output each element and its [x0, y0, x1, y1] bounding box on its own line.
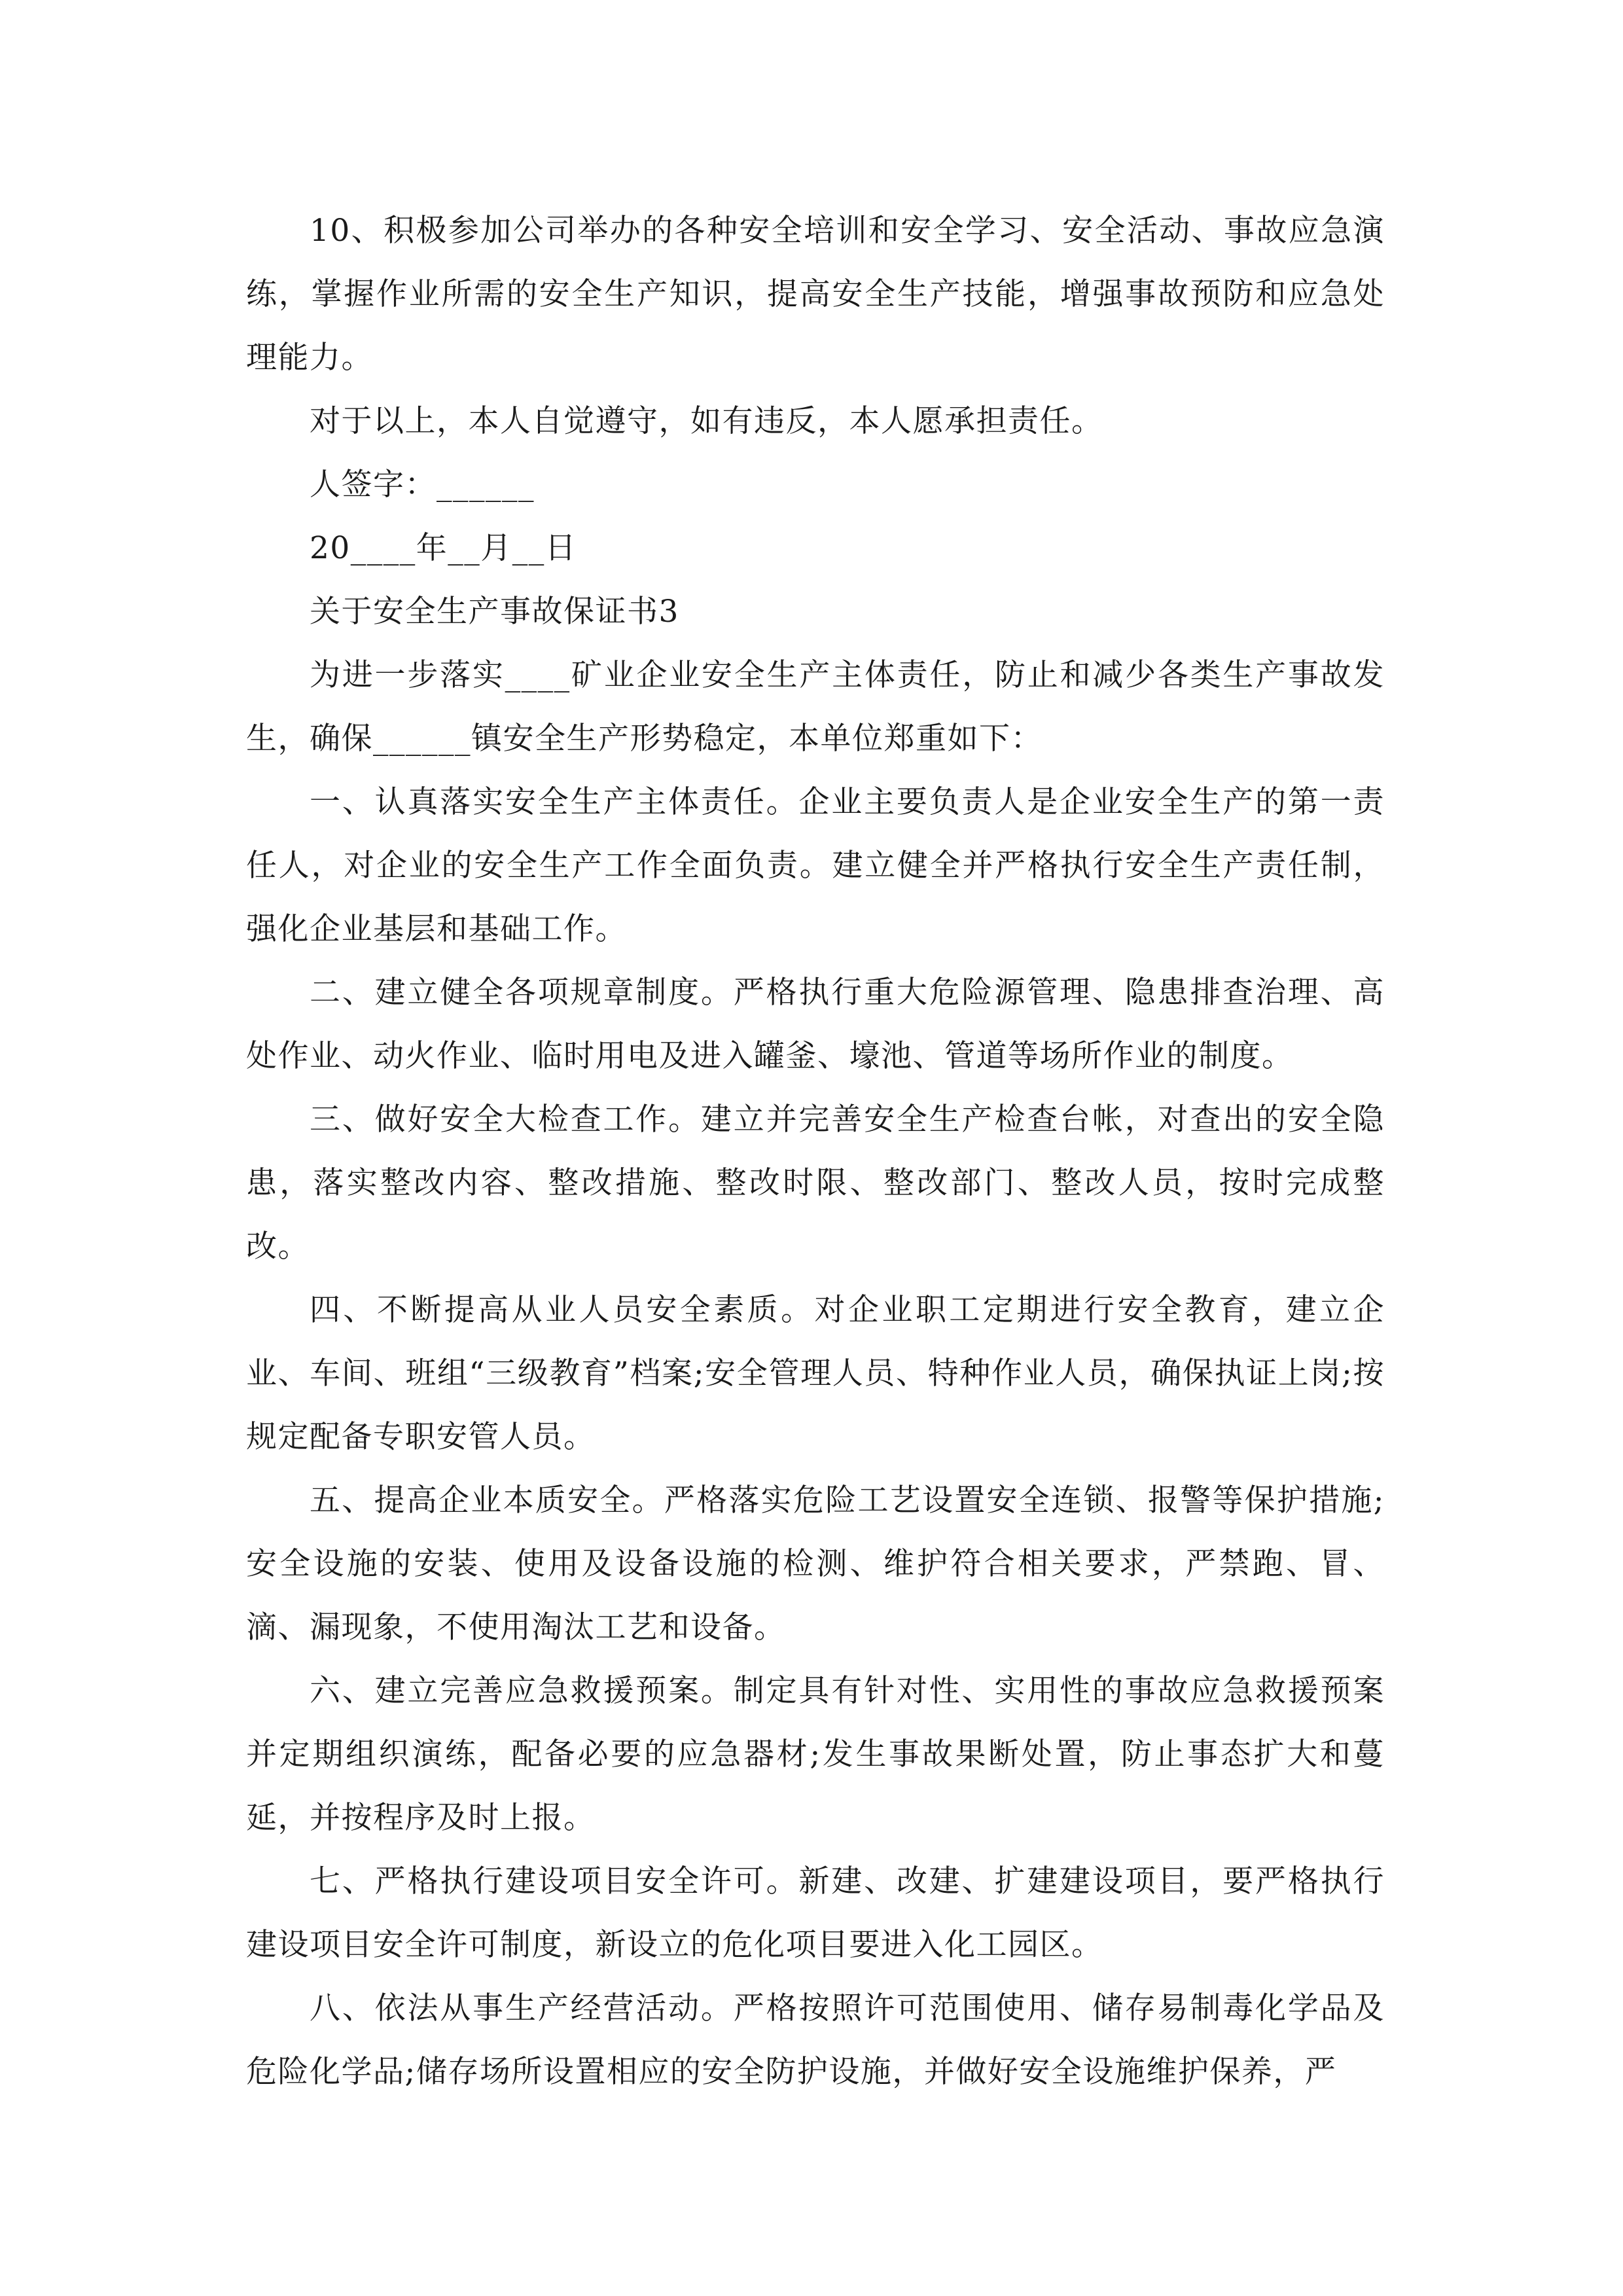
- section-title: 关于安全生产事故保证书3: [310, 594, 679, 630]
- closing-statement: 对于以上，本人自觉遵守，如有违反，本人愿承担责任。: [310, 403, 1103, 439]
- intro-paragraph: 为进一步落实____矿业企业安全生产主体责任，防止和减少各类生产事故发生，确保______镇安全生产形势稳定，本单位郑重如下：: [246, 657, 1385, 757]
- point-1-paragraph: 一、认真落实安全生产主体责任。企业主要负责人是企业安全生产的第一责任人，对企业的安全生产工作全面负责。建立健全并严格执行安全生产责任制，强化企业基层和基础工作。: [246, 784, 1385, 947]
- point-7-paragraph: 七、严格执行建设项目安全许可。新建、改建、扩建建设项目，要严格执行建设项目安全许可制度，新设立的危化项目要进入化工园区。: [246, 1863, 1385, 1963]
- point-3-paragraph: 三、做好安全大检查工作。建立并完善安全生产检查台帐，对查出的安全隐患，落实整改内容、整改措施、整改时限、整改部门、整改人员，按时完成整改。: [246, 1102, 1385, 1265]
- point-2-paragraph: 二、建立健全各项规章制度。严格执行重大危险源管理、隐患排查治理、高处作业、动火作业、临时用电及进入罐釜、壕池、管道等场所作业的制度。: [246, 975, 1385, 1074]
- point-6-paragraph: 六、建立完善应急救援预案。制定具有针对性、实用性的事故应急救援预案并定期组织演练，配备必要的应急器材;发生事故果断处置，防止事态扩大和蔓延，并按程序及时上报。: [246, 1673, 1385, 1836]
- item-10-paragraph: 10、积极参加公司举办的各种安全培训和安全学习、安全活动、事故应急演练，掌握作业所需的安全生产知识，提高安全生产技能，增强事故预防和应急处理能力。: [246, 213, 1385, 376]
- document-body: [246, 199, 1385, 2104]
- signature-line: 人签字：______: [310, 467, 535, 503]
- point-8-paragraph: 八、依法从事生产经营活动。严格按照许可范围使用、储存易制毒化学品及危险化学品;储存场所设置相应的安全防护设施，并做好安全设施维护保养，严: [246, 1990, 1385, 2090]
- date-line: 20____年__月__日: [310, 530, 577, 566]
- point-5-paragraph: 五、提高企业本质安全。严格落实危险工艺设置安全连锁、报警等保护措施;安全设施的安装、使用及设备设施的检测、维护符合相关要求，严禁跑、冒、滴、漏现象，不使用淘汰工艺和设备。: [246, 1482, 1385, 1645]
- point-4-paragraph: 四、不断提高从业人员安全素质。对企业职工定期进行安全教育，建立企业、车间、班组“三级教育”档案;安全管理人员、特种作业人员，确保执证上岗;按规定配备专职安管人员。: [246, 1292, 1385, 1455]
